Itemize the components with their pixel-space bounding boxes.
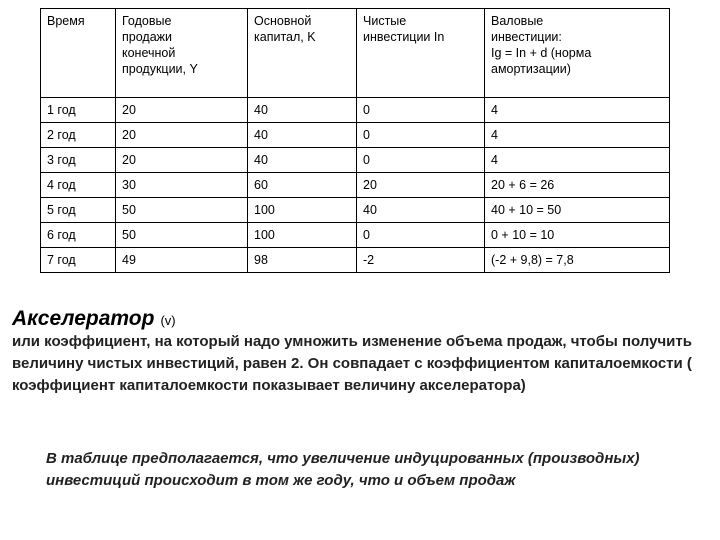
table-note: В таблице предполагается, что увеличение индуцированных (производных) инвестиций происходит в том же году, что и объем продаж xyxy=(46,450,640,489)
table-row xyxy=(41,248,670,273)
table-cell: 4 xyxy=(485,98,670,123)
accelerator-heading xyxy=(12,307,712,331)
table-cell: 3 год xyxy=(41,148,116,173)
header-time: Время xyxy=(41,9,116,98)
table-cell: 0 xyxy=(357,123,485,148)
table-cell: 40 xyxy=(248,148,357,173)
table-cell: 0 + 10 = 10 xyxy=(485,223,670,248)
table-cell: 4 xyxy=(485,148,670,173)
table-cell: 30 xyxy=(116,173,248,198)
table-cell: 60 xyxy=(248,173,357,198)
table-cell: 0 xyxy=(357,223,485,248)
table-cell: 40 xyxy=(248,98,357,123)
table-row xyxy=(41,173,670,198)
table-cell: 50 xyxy=(116,223,248,248)
table-cell: 6 год xyxy=(41,223,116,248)
table-row xyxy=(41,98,670,123)
table-cell: 20 xyxy=(116,148,248,173)
accelerator-definition: или коэффициент, на который надо умножить изменение объема продаж, чтобы получить величину чистых инвестиций, равен 2. Он совпадает с коэффициентом капиталоемкости ( коэффициент капиталоемкости показывает величину акселератора) xyxy=(12,333,692,394)
table-cell: 100 xyxy=(248,198,357,223)
table-row xyxy=(41,198,670,223)
investment-table xyxy=(40,8,670,273)
table-row xyxy=(41,148,670,173)
table-cell: (-2 + 9,8) = 7,8 xyxy=(485,248,670,273)
table-cell: -2 xyxy=(357,248,485,273)
table-cell: 50 xyxy=(116,198,248,223)
header-sales: Годовые продажи конечной продукции, Y xyxy=(116,9,248,98)
table-row xyxy=(41,223,670,248)
table-cell: 40 xyxy=(357,198,485,223)
table-cell: 20 xyxy=(116,123,248,148)
table-cell: 98 xyxy=(248,248,357,273)
header-gross-investment: Валовые инвестиции: Ig = In + d (норма амортизации) xyxy=(485,9,670,98)
table-cell: 20 + 6 = 26 xyxy=(485,173,670,198)
table-cell: 40 + 10 = 50 xyxy=(485,198,670,223)
table-cell: 0 xyxy=(357,98,485,123)
table-cell: 2 год xyxy=(41,123,116,148)
table-cell: 49 xyxy=(116,248,248,273)
accelerator-title: Акселератор xyxy=(12,307,155,330)
table-cell: 5 год xyxy=(41,198,116,223)
table-cell: 20 xyxy=(116,98,248,123)
header-net-investment: Чистые инвестиции In xyxy=(357,9,485,98)
table-cell: 40 xyxy=(248,123,357,148)
table-cell: 4 год xyxy=(41,173,116,198)
accelerator-symbol: (v) xyxy=(160,313,176,328)
table-row xyxy=(41,123,670,148)
header-capital: Основной капитал, K xyxy=(248,9,357,98)
table-cell: 7 год xyxy=(41,248,116,273)
table-cell: 1 год xyxy=(41,98,116,123)
table-header-row xyxy=(41,9,670,98)
table-cell: 4 xyxy=(485,123,670,148)
table-cell: 0 xyxy=(357,148,485,173)
table-cell: 100 xyxy=(248,223,357,248)
table-cell: 20 xyxy=(357,173,485,198)
